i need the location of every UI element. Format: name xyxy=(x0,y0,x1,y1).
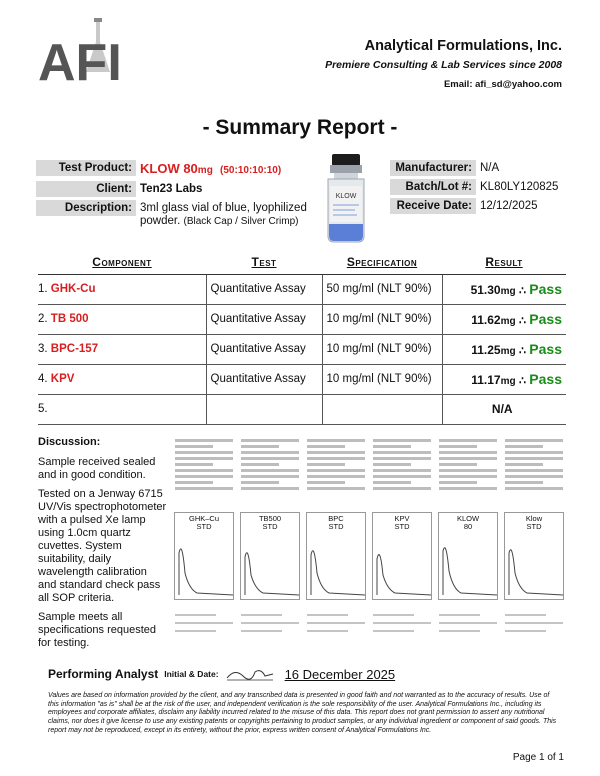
receive-date-label: Receive Date: xyxy=(390,198,476,214)
spectrum-plot: KLOW 80 xyxy=(438,512,498,600)
discussion-heading: Discussion: xyxy=(38,436,101,448)
spec-cell xyxy=(322,394,442,424)
component-cell: 1. GHK-Cu xyxy=(38,274,206,304)
spectrum-printout xyxy=(370,436,434,656)
test-cell: Quantitative Assay xyxy=(206,334,322,364)
table-row xyxy=(38,394,566,424)
company-tagline: Premiere Consulting & Lab Services since 2008 xyxy=(325,59,562,71)
description-value: 3ml glass vial of blue, lyophilized powder. (Black Cap / Silver Crimp) xyxy=(140,202,307,227)
product-info xyxy=(36,160,318,232)
spectrum-printout xyxy=(172,436,236,656)
test-cell: Quantitative Assay xyxy=(206,274,322,304)
company-header xyxy=(325,38,562,90)
company-email: Email: afi_sd@yahoo.com xyxy=(443,79,562,90)
discussion xyxy=(38,436,168,656)
result-cell: 11.17mg ∴ Pass xyxy=(442,364,566,394)
receive-date-value: 12/12/2025 xyxy=(480,200,538,212)
spectrum-printout xyxy=(436,436,500,656)
discussion-p2: Tested on a Jenway 6715 UV/Vis spectrophotometer with a pulsed Xe lamp using 1.0cm quartz cuvettes. System suitability, daily wavelength calibration and standard check pass all SOP criteria. xyxy=(38,488,167,604)
spectrum-plot: Klow STD xyxy=(504,512,564,600)
result-cell: N/A xyxy=(442,394,566,424)
pass-badge: Pass xyxy=(529,281,562,297)
test-product-value: KLOW 80mg (50:10:10:10) xyxy=(140,161,282,176)
spec-cell: 50 mg/ml (NLT 90%) xyxy=(322,274,442,304)
spectrum-printout xyxy=(304,436,368,656)
header-component: Component xyxy=(38,250,206,274)
company-name: Analytical Formulations, Inc. xyxy=(364,38,562,54)
svg-text:KLOW: KLOW xyxy=(335,193,357,200)
client-label: Client: xyxy=(36,181,136,197)
table-row xyxy=(38,334,566,364)
page-number: Page 1 of 1 xyxy=(512,752,564,763)
component-cell: 3. BPC-157 xyxy=(38,334,206,364)
pass-badge: Pass xyxy=(529,341,562,357)
table-row xyxy=(38,364,566,394)
test-product-label: Test Product: xyxy=(36,160,136,176)
spectrum-printout xyxy=(238,436,302,656)
component-cell: 2. TB 500 xyxy=(38,304,206,334)
manufacturer-value: N/A xyxy=(480,162,500,174)
afi-logo xyxy=(36,16,140,88)
table-row xyxy=(38,304,566,334)
spectra-printouts xyxy=(172,436,566,656)
analyst-signature xyxy=(225,666,275,682)
discussion-p3: Sample meets all specifications requested for testing. xyxy=(38,611,157,649)
test-cell xyxy=(206,394,322,424)
spec-cell: 10 mg/ml (NLT 90%) xyxy=(322,364,442,394)
component-cell: 4. KPV xyxy=(38,364,206,394)
spectrum-plot: BPC STD xyxy=(306,512,366,600)
manufacturer-label: Manufacturer: xyxy=(390,160,476,176)
spec-cell: 10 mg/ml (NLT 90%) xyxy=(322,304,442,334)
pass-badge: Pass xyxy=(529,311,562,327)
result-cell: 51.30mg ∴ Pass xyxy=(442,274,566,304)
header-specification: Specification xyxy=(322,250,442,274)
test-cell: Quantitative Assay xyxy=(206,304,322,334)
header-test: Test xyxy=(206,250,322,274)
report-title: - Summary Report - xyxy=(202,116,398,139)
result-cell: 11.62mg ∴ Pass xyxy=(442,304,566,334)
analyst-sub-label: Initial & Date: xyxy=(164,669,219,679)
spectrum-plot: GHK–Cu STD xyxy=(174,512,234,600)
test-cell: Quantitative Assay xyxy=(206,364,322,394)
analyst-date: 16 December 2025 xyxy=(284,666,396,682)
table-row xyxy=(38,274,566,304)
component-cell: 5. xyxy=(38,394,206,424)
svg-text:AFI: AFI xyxy=(38,34,122,88)
spectrum-plot: KPV STD xyxy=(372,512,432,600)
pass-badge: Pass xyxy=(529,371,562,387)
batch-label: Batch/Lot #: xyxy=(390,179,476,195)
spectrum-plot: TB500 STD xyxy=(240,512,300,600)
analyst-label: Performing Analyst xyxy=(48,667,159,681)
disclaimer: Values are based on information provided by the client, and any transcribed data is presented in good faith and not warranted as to the accuracy of results. Use of this information "as is" shall be at the risk of the user, and independent verification is the sole responsibility of the user. Analytical Formulations Inc., including its employees and corporate affiliates, disclaim any liability incurred related to the misuse of this data. This report does not grant permission to assert any nutritional claims, nor does it give license to use any existing patents or copyrights pertaining to product samples, or any individual ingredient or component of said goods. This report may not be reproduced, except in its entirety, without the prior, express written consent of Analytical Formulations Inc. xyxy=(48,692,557,734)
results-table xyxy=(38,250,566,425)
spec-cell: 10 mg/ml (NLT 90%) xyxy=(322,334,442,364)
batch-value: KL80LY120825 xyxy=(480,181,559,193)
header-result: Result xyxy=(442,250,566,274)
discussion-p1: Sample received sealed and in good condition. xyxy=(38,456,156,481)
spectrum-printout xyxy=(502,436,566,656)
description-label: Description: xyxy=(36,200,136,216)
batch-info xyxy=(390,160,570,217)
result-cell: 11.25mg ∴ Pass xyxy=(442,334,566,364)
performing-analyst xyxy=(48,666,395,682)
client-value: Ten23 Labs xyxy=(140,183,203,195)
vial-image xyxy=(318,152,374,244)
